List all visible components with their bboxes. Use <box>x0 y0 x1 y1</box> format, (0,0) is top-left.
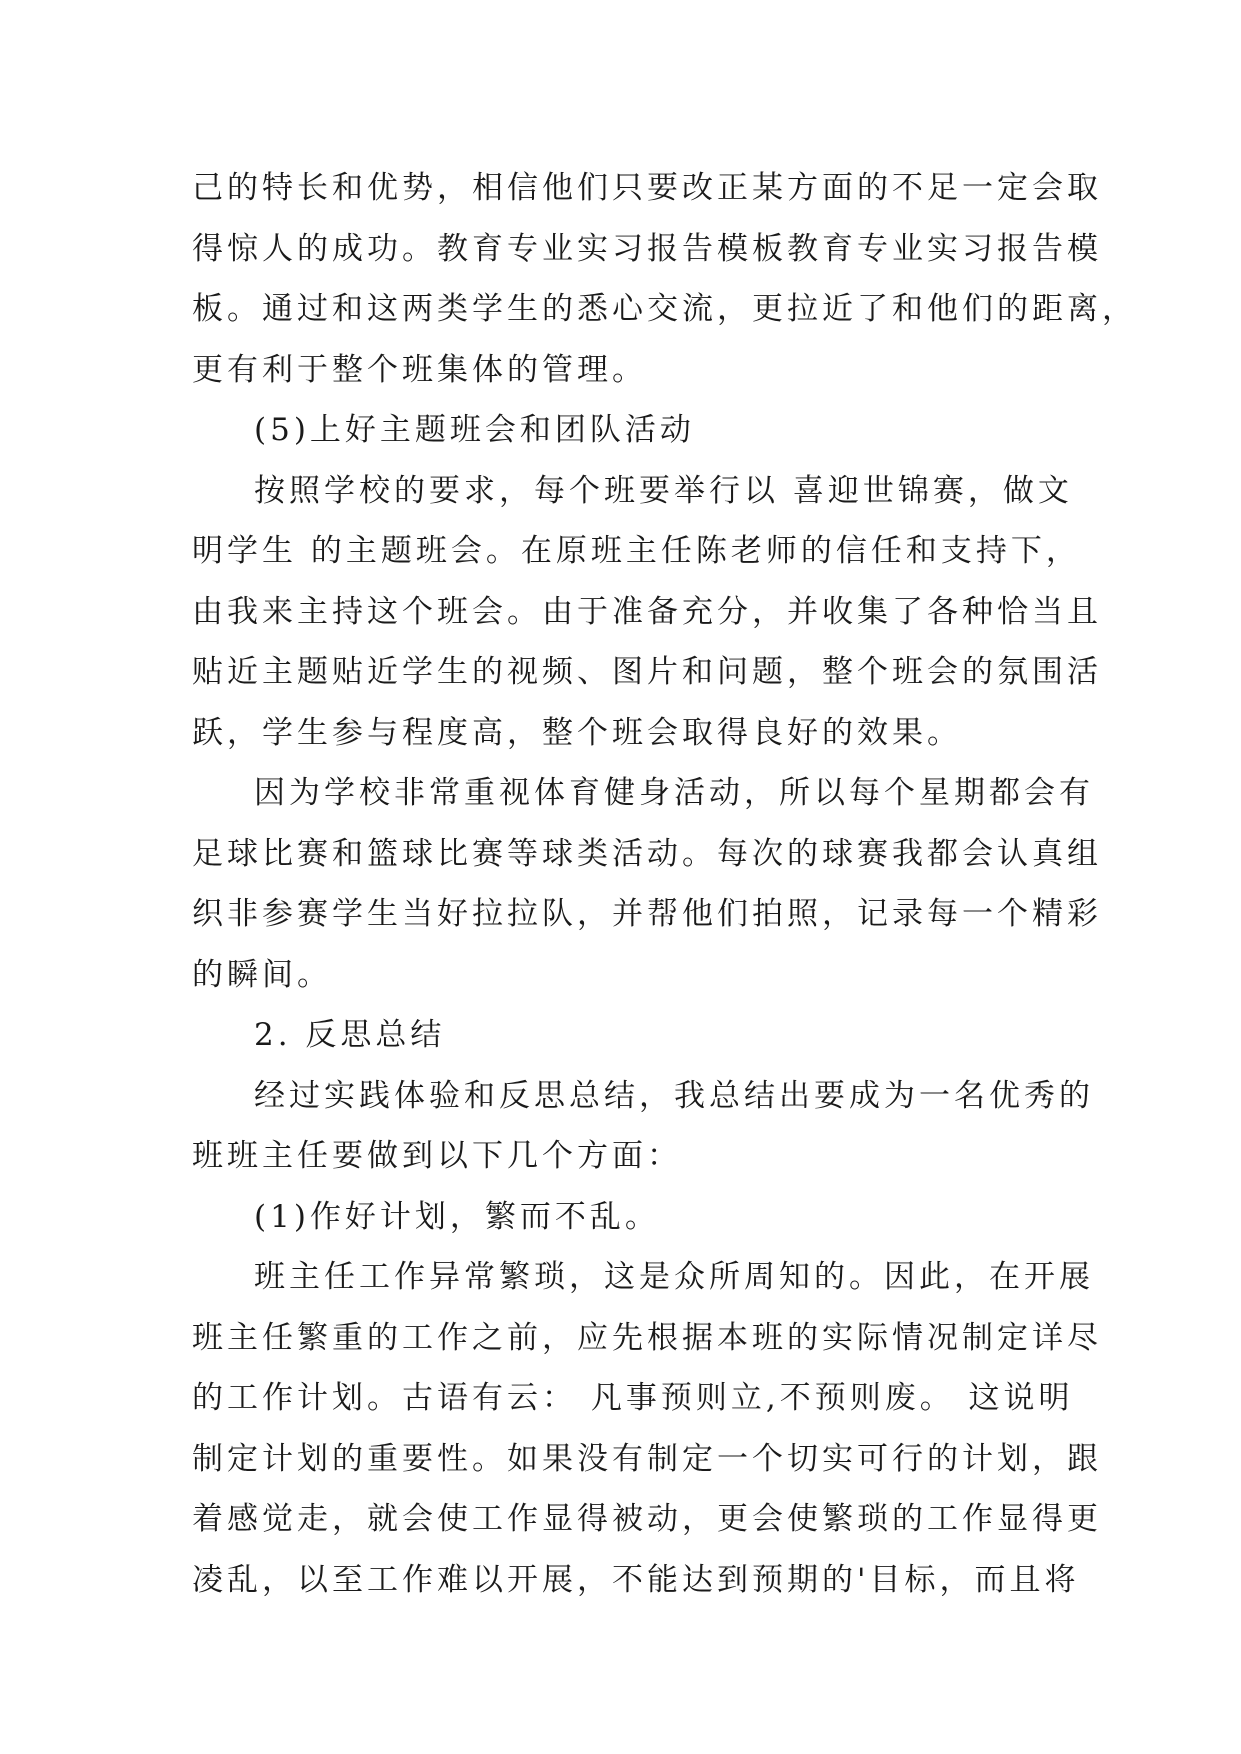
text-line: 凌乱，以至工作难以开展，不能达到预期的'目标，而且将 <box>192 1561 1080 1598</box>
text-line: 己的特长和优势，相信他们只要改正某方面的不足一定会取 <box>192 170 1102 206</box>
text-line: 的瞬间。 <box>192 956 332 993</box>
text-line: 由我来主持这个班会。由于准备充分，并收集了各种恰当且 <box>192 593 1102 630</box>
text-line: 制定计划的重要性。如果没有制定一个切实可行的计划，跟 <box>192 1440 1102 1477</box>
text-line: 明学生 的主题班会。在原班主任陈老师的信任和支持下， <box>192 533 1081 569</box>
text-line: 着感觉走，就会使工作显得被动，更会使繁琐的工作显得更 <box>192 1501 1102 1537</box>
text-line: (1)作好计划，繁而不乱。 <box>254 1198 660 1235</box>
text-line: 的工作计划。古语有云： 凡事预则立,不预则废。 这说明 <box>192 1380 1074 1416</box>
text-line: 经过实践体验和反思总结，我总结出要成为一名优秀的 <box>254 1077 1094 1114</box>
text-line: 织非参赛学生当好拉拉队，并帮他们拍照，记录每一个精彩 <box>192 896 1102 932</box>
text-line: 跃，学生参与程度高，整个班会取得良好的效果。 <box>192 714 962 751</box>
text-line: 2. 反思总结 <box>254 1017 446 1053</box>
text-line: 因为学校非常重视体育健身活动，所以每个星期都会有 <box>254 775 1094 811</box>
text-line: 班班主任要做到以下几个方面： <box>192 1138 682 1174</box>
text-line: (5)上好主题班会和团队活动 <box>254 412 695 448</box>
text-line: 足球比赛和篮球比赛等球类活动。每次的球赛我都会认真组 <box>192 835 1102 872</box>
text-line: 班主任工作异常繁琐，这是众所周知的。因此，在开展 <box>254 1259 1094 1295</box>
text-line: 更有利于整个班集体的管理。 <box>192 351 647 388</box>
body-text <box>192 158 1137 1610</box>
text-line: 按照学校的要求，每个班要举行以 喜迎世锦赛，做文 <box>254 472 1073 509</box>
text-line: 贴近主题贴近学生的视频、图片和问题，整个班会的氛围活 <box>192 654 1102 690</box>
text-line: 板。通过和这两类学生的悉心交流，更拉近了和他们的距离， <box>192 291 1137 327</box>
text-line: 班主任繁重的工作之前，应先根据本班的实际情况制定详尽 <box>192 1319 1102 1356</box>
text-line: 得惊人的成功。教育专业实习报告模板教育专业实习报告模 <box>192 230 1102 267</box>
